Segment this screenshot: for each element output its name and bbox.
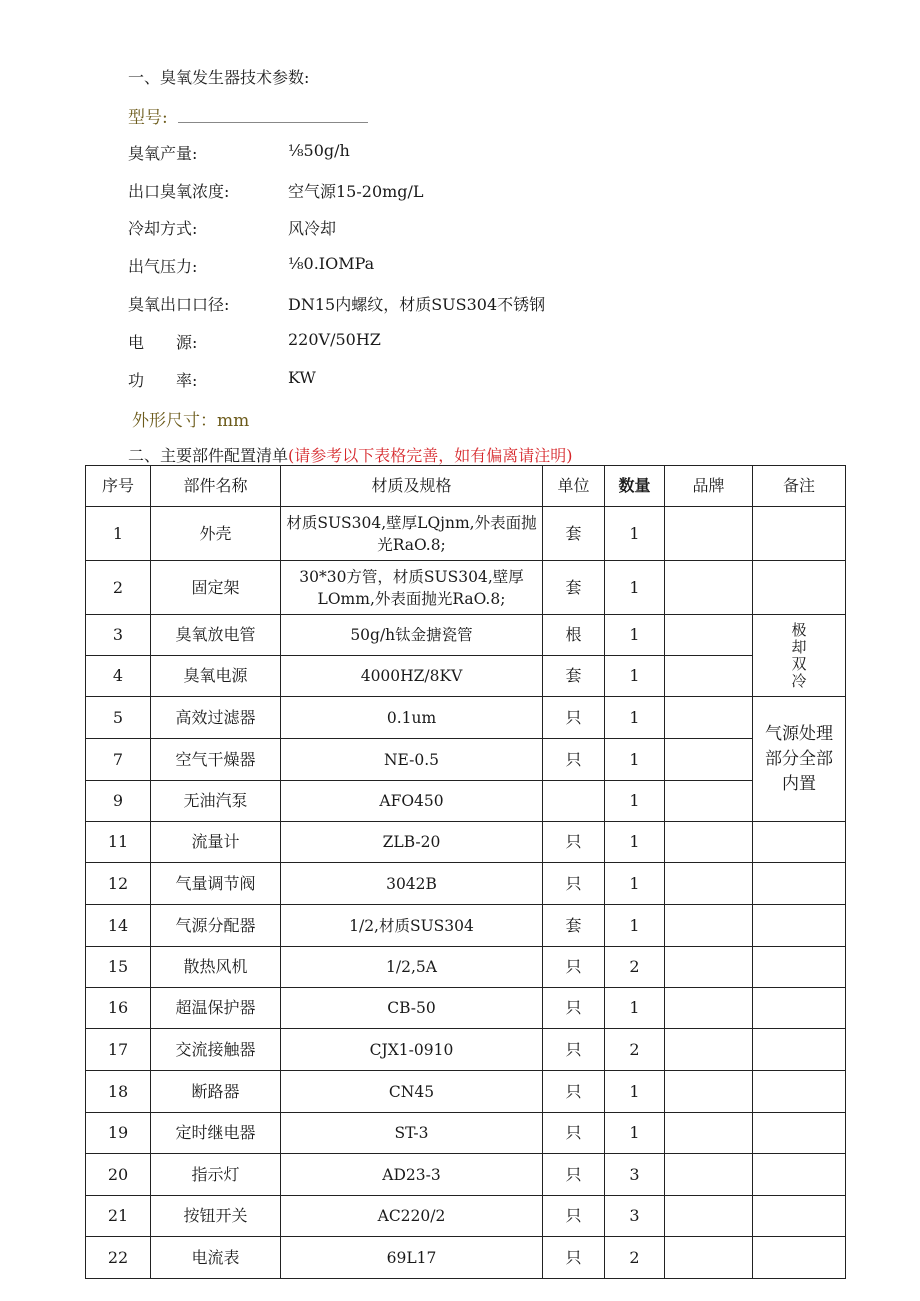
cell-qty: 1 — [605, 988, 665, 1029]
note-char: 双 — [791, 654, 807, 673]
cell-unit: 套 — [543, 905, 605, 947]
cell-qty: 1 — [605, 905, 665, 947]
cell-unit: 只 — [543, 1029, 605, 1071]
table-row — [86, 697, 846, 739]
cell-unit: 只 — [543, 739, 605, 781]
cell-name: 空气干燥器 — [151, 739, 281, 781]
param-value: 空气源15-20mg/L — [288, 182, 424, 201]
cell-spec: 1/2,5A — [281, 947, 543, 988]
cell-spec: AC220/2 — [281, 1196, 543, 1237]
cell-name: 超温保护器 — [151, 988, 281, 1029]
cell-name: 流量计 — [151, 822, 281, 863]
cell-unit: 只 — [543, 1154, 605, 1196]
header-cell: 单位 — [543, 466, 605, 507]
section2-heading-note: (请参考以下表格完善，如有偏离请注明) — [288, 446, 573, 465]
cell-no: 22 — [86, 1237, 151, 1279]
table-row — [86, 1071, 846, 1113]
cell-qty: 1 — [605, 615, 665, 656]
cell-qty: 1 — [605, 822, 665, 863]
cell-no: 5 — [86, 697, 151, 739]
cell-unit: 只 — [543, 947, 605, 988]
section1-heading: 一、臭氧发生器技术参数: — [128, 68, 310, 87]
cell-brand — [665, 863, 753, 905]
table-row — [86, 561, 846, 615]
param-value: KW — [288, 368, 316, 387]
cell-note — [753, 1237, 846, 1279]
param-label: 出气压力: — [128, 257, 198, 276]
param-value: ⅛50g/h — [288, 141, 350, 160]
cell-name: 按钮开关 — [151, 1196, 281, 1237]
cell-brand — [665, 507, 753, 561]
cell-qty: 1 — [605, 561, 665, 615]
cell-brand — [665, 1071, 753, 1113]
dimensions-line: 外形尺寸：mm — [132, 411, 250, 431]
cell-name: 外壳 — [151, 507, 281, 561]
cell-spec: 69L17 — [281, 1237, 543, 1279]
cell-qty: 2 — [605, 1237, 665, 1279]
table-row — [86, 507, 846, 561]
cell-qty: 1 — [605, 781, 665, 822]
cell-spec: NE-0.5 — [281, 739, 543, 781]
table-header-row — [86, 466, 846, 507]
table-row — [86, 1196, 846, 1237]
cell-unit: 只 — [543, 1196, 605, 1237]
cell-qty: 1 — [605, 507, 665, 561]
cell-note — [753, 561, 846, 615]
cell-note — [753, 1196, 846, 1237]
cell-note — [753, 1071, 846, 1113]
cell-brand — [665, 1196, 753, 1237]
cell-unit: 只 — [543, 1071, 605, 1113]
cell-note-cooling — [753, 615, 846, 697]
cell-qty: 3 — [605, 1196, 665, 1237]
cell-spec: 3042B — [281, 863, 543, 905]
cell-brand — [665, 988, 753, 1029]
note-line: 部分全部 — [765, 748, 833, 769]
cell-spec: CB-50 — [281, 988, 543, 1029]
cell-name: 电流表 — [151, 1237, 281, 1279]
cell-unit — [543, 781, 605, 822]
cell-name: 臭氧放电管 — [151, 615, 281, 656]
cell-spec: ST-3 — [281, 1113, 543, 1154]
header-cell: 品牌 — [665, 466, 753, 507]
cell-unit: 只 — [543, 863, 605, 905]
cell-spec: AFO450 — [281, 781, 543, 822]
cell-no: 19 — [86, 1113, 151, 1154]
table-row — [86, 863, 846, 905]
model-label: 型号: — [128, 108, 168, 128]
cell-brand — [665, 615, 753, 656]
cell-spec: 0.1um — [281, 697, 543, 739]
cell-note — [753, 988, 846, 1029]
cell-name: 断路器 — [151, 1071, 281, 1113]
table-row — [86, 822, 846, 863]
section2-heading-row — [128, 443, 573, 466]
parts-table — [85, 465, 846, 1279]
cell-no: 11 — [86, 822, 151, 863]
header-cell: 序号 — [86, 466, 151, 507]
section2-heading: 二、主要部件配置清单 — [128, 446, 289, 465]
cell-unit: 只 — [543, 988, 605, 1029]
note-char: 却 — [791, 637, 807, 656]
table-row — [86, 656, 846, 697]
cell-no: 16 — [86, 988, 151, 1029]
cell-brand — [665, 1237, 753, 1279]
cell-name: 交流接触器 — [151, 1029, 281, 1071]
cell-spec: 1/2,材质SUS304 — [281, 905, 543, 947]
note-char: 极 — [791, 620, 807, 639]
cell-brand — [665, 739, 753, 781]
cell-unit: 套 — [543, 507, 605, 561]
param-value: 220V/50HZ — [288, 330, 381, 349]
header-cell: 材质及规格 — [281, 466, 543, 507]
cell-spec: CN45 — [281, 1071, 543, 1113]
cell-spec: 50g/h钛金搪瓷管 — [281, 615, 543, 656]
cell-brand — [665, 905, 753, 947]
cell-brand — [665, 947, 753, 988]
table-row — [86, 905, 846, 947]
cell-spec: CJX1-0910 — [281, 1029, 543, 1071]
cell-note — [753, 1029, 846, 1071]
cell-spec: 30*30方管，材质SUS304,壁厚LOmm,外表面抛光RaO.8; — [281, 561, 543, 615]
note-line: 内置 — [782, 773, 816, 794]
cell-name: 气源分配器 — [151, 905, 281, 947]
table-row — [86, 781, 846, 822]
cell-qty: 1 — [605, 1071, 665, 1113]
cell-name: 散热风机 — [151, 947, 281, 988]
cell-no: 7 — [86, 739, 151, 781]
cell-unit: 只 — [543, 1237, 605, 1279]
note-line: 气源处理 — [765, 723, 833, 744]
cell-brand — [665, 656, 753, 697]
model-blank-line — [178, 108, 368, 123]
cell-name: 高效过滤器 — [151, 697, 281, 739]
cell-brand — [665, 1154, 753, 1196]
param-value: DN15内螺纹，材质SUS304不锈钢 — [288, 295, 546, 314]
param-value: 风冷却 — [288, 219, 337, 238]
param-label: 臭氧出口口径: — [128, 295, 230, 314]
cell-no: 17 — [86, 1029, 151, 1071]
cell-qty: 1 — [605, 739, 665, 781]
cell-spec: AD23-3 — [281, 1154, 543, 1196]
cell-unit: 只 — [543, 822, 605, 863]
cell-no: 14 — [86, 905, 151, 947]
cell-note — [753, 1154, 846, 1196]
cell-unit: 只 — [543, 1113, 605, 1154]
cell-brand — [665, 561, 753, 615]
cell-qty: 2 — [605, 1029, 665, 1071]
cell-spec: ZLB-20 — [281, 822, 543, 863]
cell-name: 无油汽泵 — [151, 781, 281, 822]
cell-qty: 1 — [605, 697, 665, 739]
table-row — [86, 988, 846, 1029]
param-label: 出口臭氧浓度: — [128, 182, 230, 201]
cell-name: 气量调节阀 — [151, 863, 281, 905]
cell-brand — [665, 1113, 753, 1154]
cell-no: 1 — [86, 507, 151, 561]
param-label: 电 源: — [128, 333, 198, 352]
cell-note — [753, 822, 846, 863]
table-row — [86, 1113, 846, 1154]
cell-note — [753, 863, 846, 905]
table-row — [86, 1237, 846, 1279]
cell-qty: 2 — [605, 947, 665, 988]
cell-spec: 4000HZ/8KV — [281, 656, 543, 697]
header-cell: 部件名称 — [151, 466, 281, 507]
param-label: 功 率: — [128, 371, 198, 390]
cell-no: 9 — [86, 781, 151, 822]
param-value: ⅛0.IOMPa — [288, 254, 375, 273]
table-row — [86, 739, 846, 781]
table-row — [86, 947, 846, 988]
cell-qty: 1 — [605, 1113, 665, 1154]
cell-brand — [665, 822, 753, 863]
cell-no: 12 — [86, 863, 151, 905]
cell-no: 3 — [86, 615, 151, 656]
cell-no: 20 — [86, 1154, 151, 1196]
cell-note — [753, 947, 846, 988]
model-row — [128, 103, 368, 128]
cell-unit: 根 — [543, 615, 605, 656]
cell-brand — [665, 781, 753, 822]
param-label: 臭氧产量: — [128, 144, 198, 163]
table-row — [86, 1029, 846, 1071]
cell-unit: 套 — [543, 561, 605, 615]
cell-qty: 1 — [605, 656, 665, 697]
cell-unit: 只 — [543, 697, 605, 739]
table-row — [86, 1154, 846, 1196]
cell-note — [753, 1113, 846, 1154]
cell-qty: 3 — [605, 1154, 665, 1196]
cell-brand — [665, 1029, 753, 1071]
cell-no: 21 — [86, 1196, 151, 1237]
cell-name: 定时继电器 — [151, 1113, 281, 1154]
cell-brand — [665, 697, 753, 739]
cell-note — [753, 905, 846, 947]
cell-no: 15 — [86, 947, 151, 988]
header-cell: 数量 — [605, 466, 665, 507]
cell-spec: 材质SUS304,壁厚LQjnm,外表面抛光RaO.8; — [281, 507, 543, 561]
cell-name: 固定架 — [151, 561, 281, 615]
header-cell: 备注 — [753, 466, 846, 507]
param-label: 冷却方式: — [128, 219, 198, 238]
cell-no: 18 — [86, 1071, 151, 1113]
cell-unit: 套 — [543, 656, 605, 697]
cell-no: 4 — [86, 656, 151, 697]
table-row — [86, 615, 846, 656]
cell-qty: 1 — [605, 863, 665, 905]
cell-name: 指示灯 — [151, 1154, 281, 1196]
cell-note-gas — [753, 697, 846, 822]
note-char: 冷 — [791, 671, 807, 690]
cell-no: 2 — [86, 561, 151, 615]
cell-note — [753, 507, 846, 561]
cell-name: 臭氧电源 — [151, 656, 281, 697]
